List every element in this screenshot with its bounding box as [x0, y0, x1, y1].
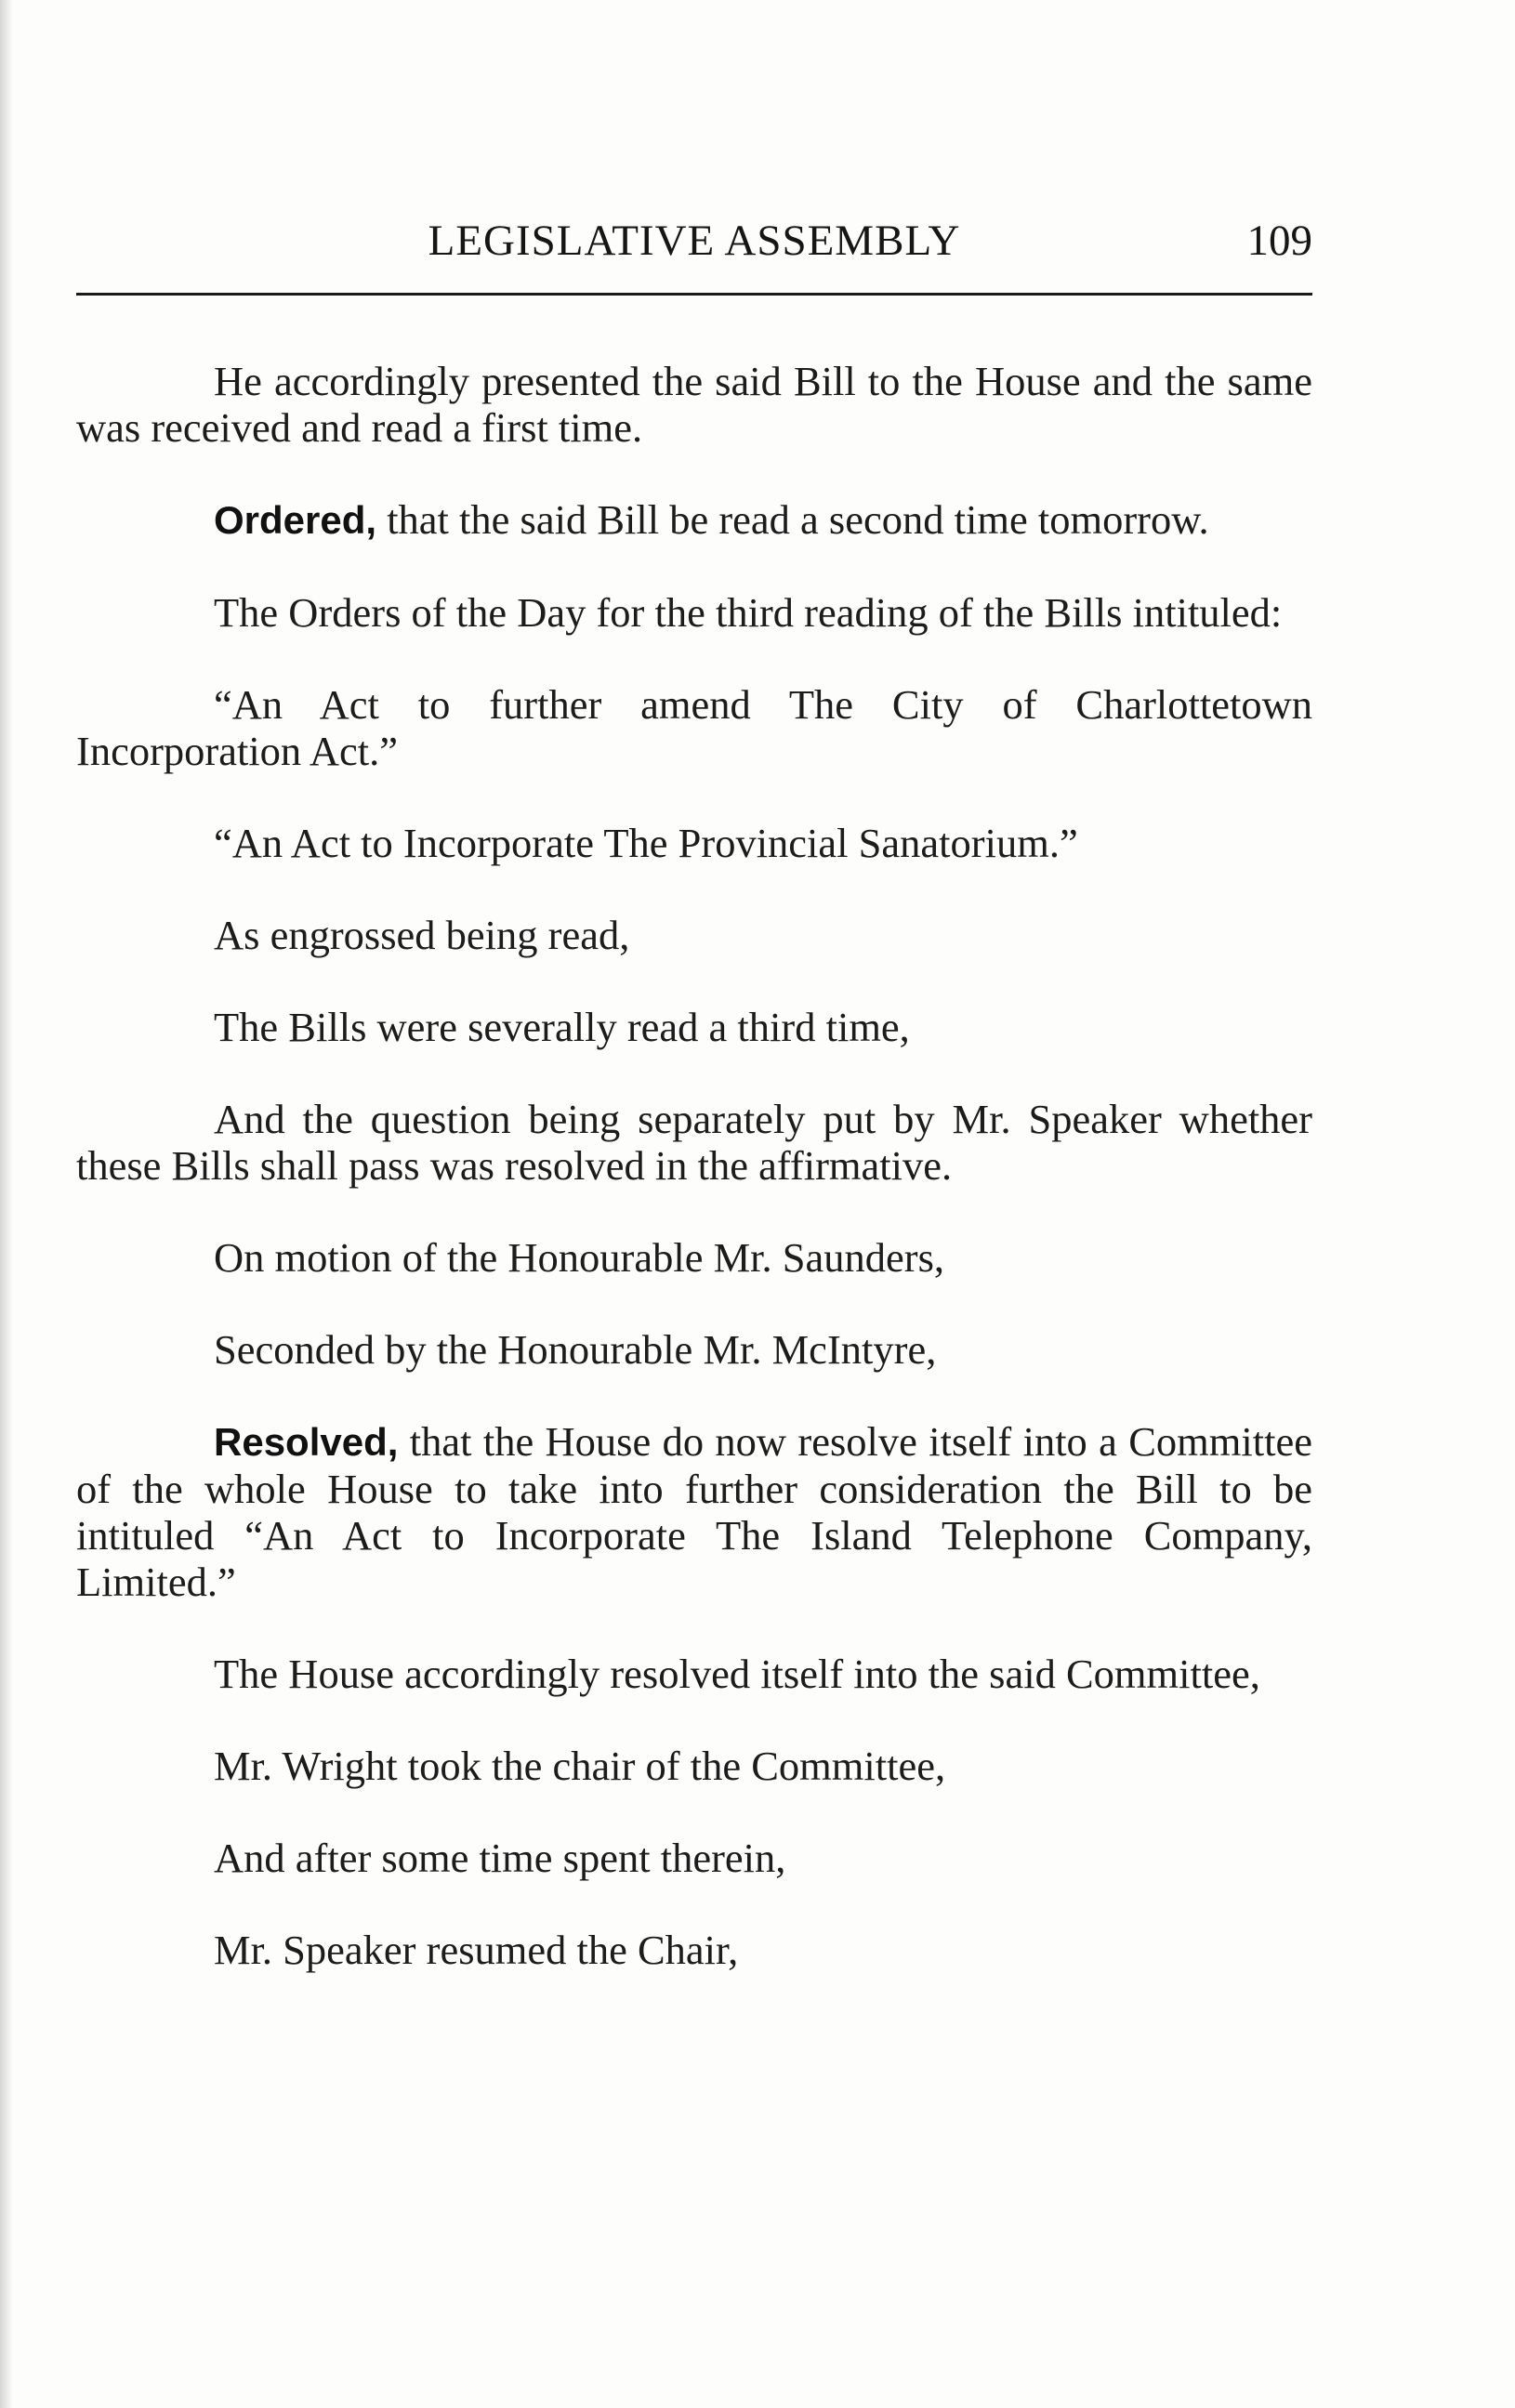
paragraph-text: He accordingly presented the said Bill to the House and the same was received and read a first time.: [76, 358, 1312, 451]
paragraph-motion-saunders: [76, 1234, 1312, 1281]
running-head: LEGISLATIVE ASSEMBLY: [428, 217, 961, 265]
paragraph-text: “An Act to Incorporate The Provincial Sanatorium.”: [214, 820, 1078, 866]
paragraph-text: Seconded by the Honourable Mr. McIntyre,: [214, 1326, 937, 1373]
paragraph-seconded-mcintyre: [76, 1326, 1312, 1373]
paragraph-lead-ordered: Ordered,: [214, 498, 377, 542]
paragraph-text: Mr. Wright took the chair of the Committee,: [214, 1743, 946, 1789]
paragraph-resolved: [76, 1418, 1312, 1605]
paragraph-text: The Bills were severally read a third time,: [214, 1004, 910, 1050]
header-rule: [76, 293, 1312, 296]
paragraph-text: And the question being separately put by Mr. Speaker whether these Bills shall pass was resolved in the affirmative.: [76, 1096, 1312, 1189]
page-header: [76, 216, 1312, 281]
paragraph-text: As engrossed being read,: [214, 912, 630, 958]
paragraph-text: “An Act to further amend The City of Charlottetown Incorporation Act.”: [76, 681, 1312, 774]
paragraph-engrossed: [76, 912, 1312, 958]
paragraph-charlottetown-act: [76, 681, 1312, 774]
page-number: 109: [1246, 217, 1312, 265]
paragraph-question-put: [76, 1096, 1312, 1189]
paragraph-text: that the said Bill be read a second time tomorrow.: [376, 496, 1209, 543]
paragraph-text: And after some time spent therein,: [214, 1835, 786, 1881]
paragraph-text: On motion of the Honourable Mr. Saunders,: [214, 1234, 945, 1281]
paragraph-text: The House accordingly resolved itself into the said Committee,: [214, 1651, 1260, 1697]
paragraph-time-spent: [76, 1835, 1312, 1881]
paragraph-sanatorium-act: [76, 820, 1312, 866]
paragraph-ordered: [76, 496, 1312, 544]
paragraph-presented-bill: [76, 358, 1312, 451]
body-text: [76, 358, 1312, 2019]
paragraph-text: Mr. Speaker resumed the Chair,: [214, 1927, 739, 1973]
paragraph-house-resolved: [76, 1651, 1312, 1697]
paragraph-lead-resolved: Resolved,: [214, 1420, 399, 1464]
paragraph-third-reading: [76, 1004, 1312, 1050]
paragraph-text: The Orders of the Day for the third reading of the Bills intituled:: [214, 589, 1283, 636]
paragraph-text: that the House do now resolve itself into a Committee of the whole House to take into further consideration the Bill to be intituled “An Act to Incorporate The Island Telephone Company, Limited.”: [76, 1418, 1312, 1605]
paragraph-speaker-resumed: [76, 1927, 1312, 1973]
page-edge-shadow: [0, 0, 13, 2408]
paragraph-orders-of-day: [76, 589, 1312, 636]
paragraph-wright-chair: [76, 1743, 1312, 1789]
